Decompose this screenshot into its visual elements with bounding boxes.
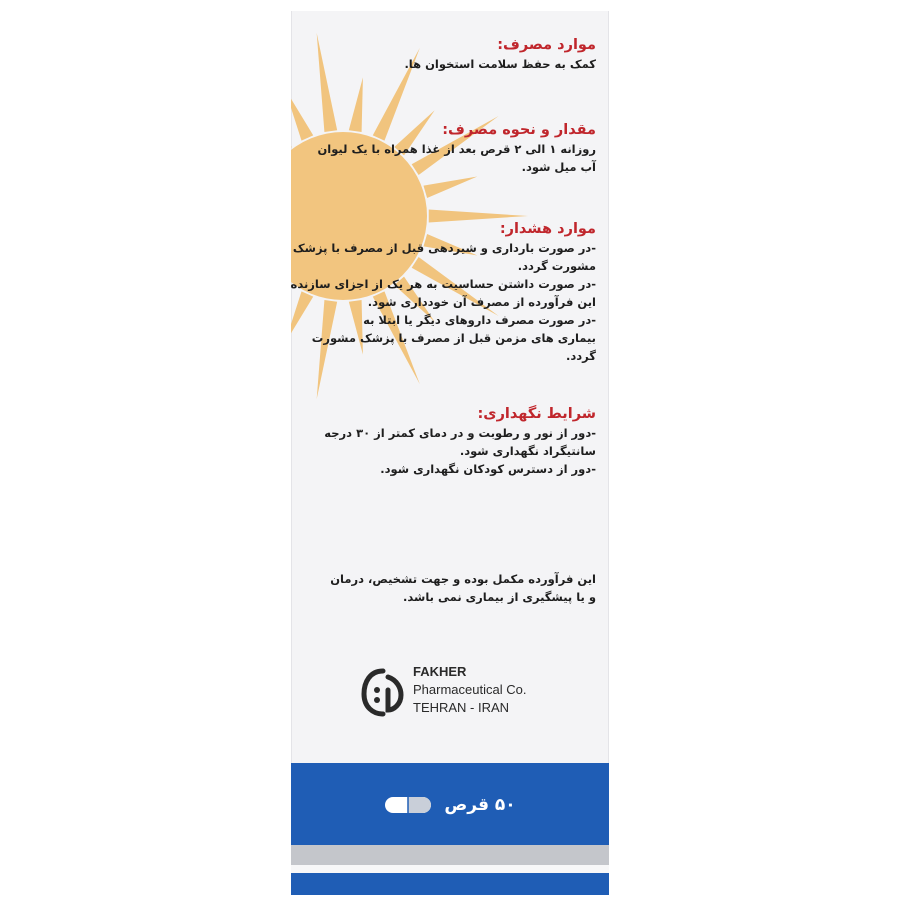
capsule-icon [384,796,432,814]
white-stripe [291,865,609,873]
warning-heading: موارد هشدار: [499,221,596,237]
blue-band [291,763,609,845]
dosage-heading: مقدار و نحوه مصرف: [442,122,596,138]
sun-ray [423,177,477,198]
text-line: این فرآورده از مصرف آن خودداری شود. [367,295,596,309]
logo-text [413,663,526,717]
text-line: مشورت گردد. [517,259,596,273]
bottom-blue-stripe [291,873,609,895]
fakher-logo-icon [361,667,405,717]
text-line: -دور از نور و رطوبت و در دمای کمتر از ۳۰ درجه [324,426,596,440]
tablet-count [291,793,609,817]
disclaimer-text [296,570,596,606]
text-line: -در صورت داشتن حساسیت به هر یک از اجزای سازنده [291,277,596,291]
storage-section [296,404,596,478]
usage-heading: موارد مصرف: [497,37,596,53]
manufacturer-logo [361,663,601,723]
storage-heading: شرایط نگهداری: [477,406,596,422]
text-line: گردد. [565,349,596,363]
company-name: FAKHER [413,664,467,679]
text-line: روزانه ۱ الی ۲ قرص بعد از غذا همراه با یک لیوان [317,142,596,156]
text-line: -در صورت بارداری و شیردهی قبل از مصرف با پزشک [292,241,596,255]
text-line: کمک به حفظ سلامت استخوان ها. [404,57,596,71]
text-line: سانتیگراد نگهداری شود. [459,444,596,458]
gray-stripe [291,845,609,865]
company-location: TEHRAN - IRAN [413,700,510,715]
tablet-count-label: ۵۰ قرص [444,795,516,815]
company-subtitle: Pharmaceutical Co. [413,682,527,697]
warning-section [291,219,596,365]
usage-section [296,35,596,73]
product-box-side [291,11,609,895]
text-line: -دور از دسترس کودکان نگهداری شود. [380,462,596,476]
usage-text [296,55,596,73]
storage-text [296,424,596,478]
dosage-text [296,140,596,176]
text-line: بیماری های مزمن قبل از مصرف با پزشک مشورت [311,331,596,345]
text-line: و یا پیشگیری از بیماری نمی باشد. [403,590,596,604]
text-line: این فرآورده مکمل بوده و جهت تشخیص، درمان [330,572,596,586]
dosage-section [296,120,596,176]
text-line: -در صورت مصرف داروهای دیگر یا ابتلا به [363,313,596,327]
text-line: آب میل شود. [521,160,596,174]
sun-ray [291,76,292,155]
warning-text [291,239,596,365]
